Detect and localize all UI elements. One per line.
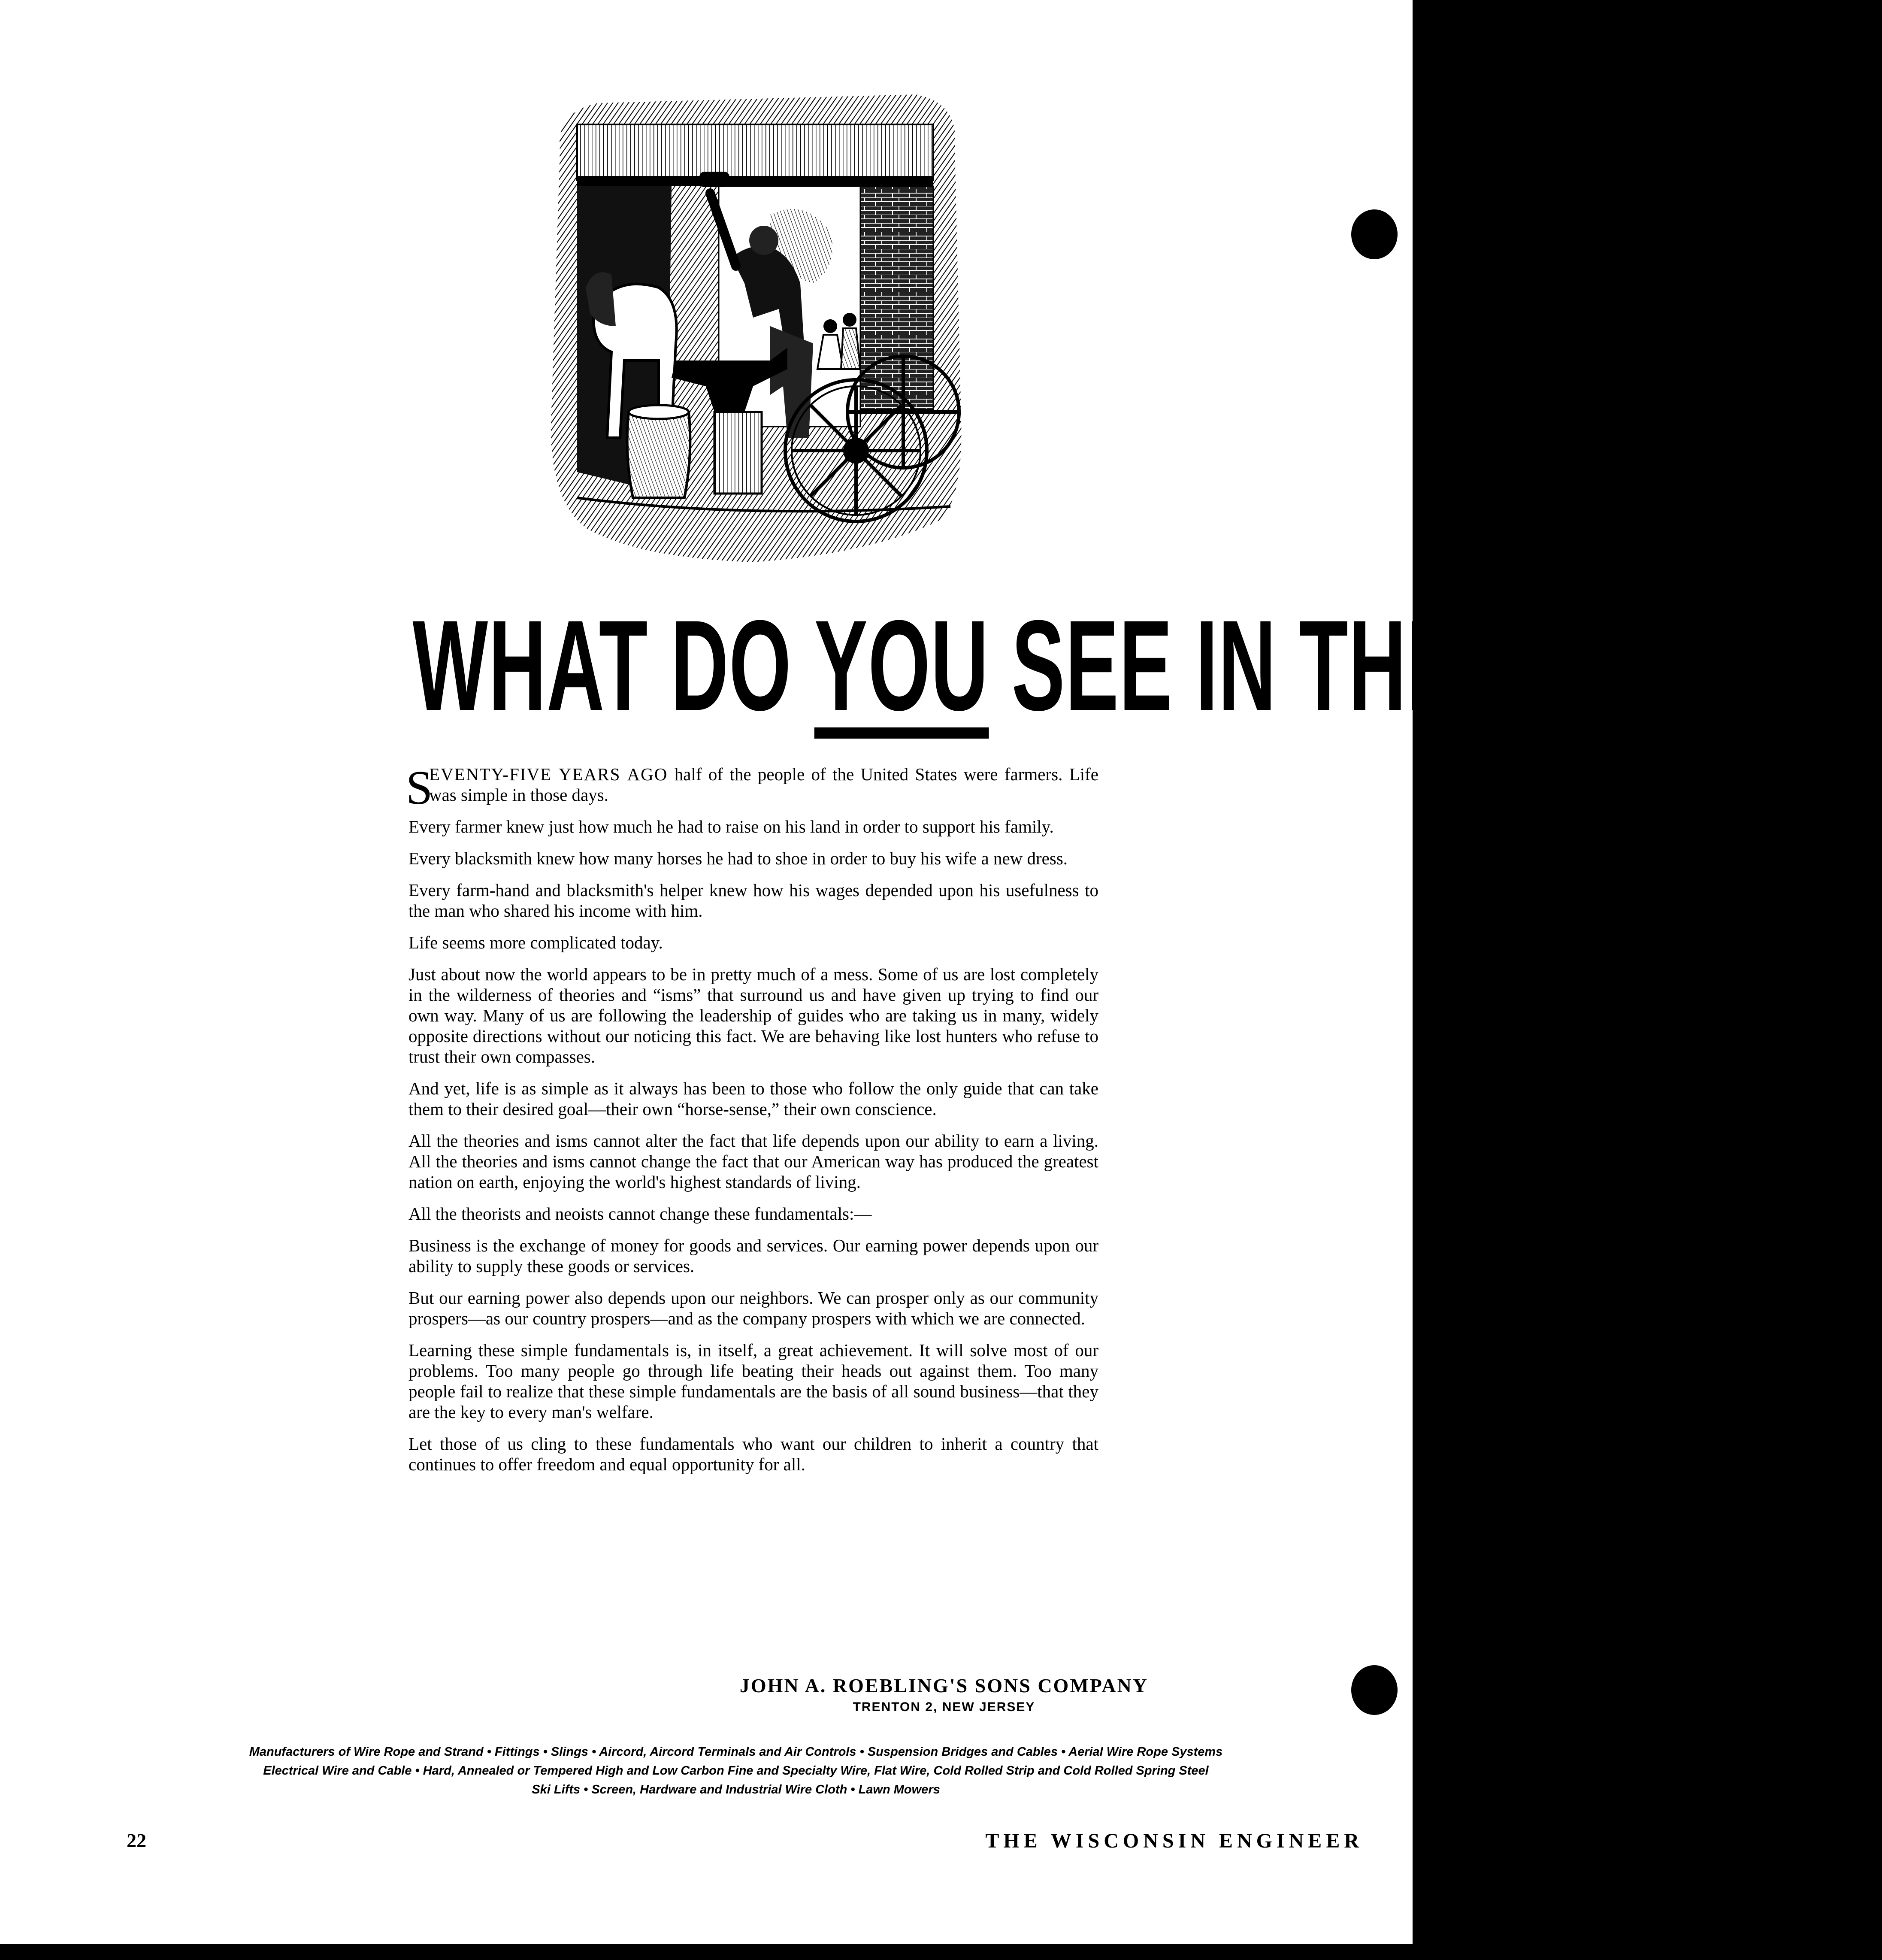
paragraph: Let those of us cling to these fundamentals who want our children to inherit a country that continues to offer freedom and equal opportunity for all. <box>408 1434 1098 1474</box>
headline-underlined-word: YOU <box>814 603 989 739</box>
page-number: 22 <box>127 1830 146 1851</box>
drop-cap: S <box>406 761 433 815</box>
product-list <box>129 1742 1343 1799</box>
headline-part-1: WHAT DO <box>412 593 814 737</box>
blacksmith-illustration <box>530 86 985 579</box>
headline <box>412 593 1882 737</box>
paragraph: Life seems more complicated today. <box>408 933 663 952</box>
magazine-title: THE WISCONSIN ENGINEER <box>985 1830 1363 1852</box>
binder-hole-bottom <box>1351 1665 1398 1715</box>
paragraph: Every blacksmith knew how many horses he had to shoe in order to buy his wife a new dress. <box>408 848 1068 868</box>
product-line: Ski Lifts • Screen, Hardware and Industrial Wire Cloth • Lawn Mowers <box>532 1783 940 1796</box>
product-line: Manufacturers of Wire Rope and Strand • Fittings • Slings • Aircord, Aircord Terminals and Air Controls • Suspension Bridges and Cables • Aerial Wire Rope Systems <box>249 1745 1223 1759</box>
opening-paragraph <box>406 761 1098 815</box>
company-name: JOHN A. ROEBLING'S SONS COMPANY <box>739 1675 1149 1696</box>
paragraph: All the theories and isms cannot alter the fact that life depends upon our ability to earn a living. All the theories and isms cannot change the fact that our American way has produced the greatest nation on earth, enjoying the world's highest standards of living. <box>408 1131 1098 1192</box>
paragraph: Every farmer knew just how much he had to raise on his land in order to support his family. <box>408 817 1054 836</box>
opening-text: half of the people of the United States were farmers. Life was simple in those days. <box>429 764 1098 805</box>
paragraph: Just about now the world appears to be in pretty much of a mess. Some of us are lost completely in the wilderness of theories and “isms” that surround us and have given up trying to find our own way. Many of us are following the leadership of guides who are taking us in many, widely opposite directions without our noticing this fact. We are behaving like lost hunters who refuse to trust their own compasses. <box>408 964 1098 1066</box>
binder-hole-top <box>1351 209 1398 259</box>
company-signature <box>725 1674 1163 1717</box>
opening-caps: EVENTY-FIVE YEARS AGO <box>429 764 668 784</box>
paragraph: All the theorists and neoists cannot change these fundamentals:— <box>408 1204 872 1224</box>
body-copy <box>406 761 1098 1486</box>
paragraph: Learning these simple fundamentals is, in itself, a great achievement. It will solve most of our problems. Too many people go through life beating their heads out against them. Too many people fail to realize that these simple fundamentals are the basis of all sound business—that they are the key to every man's welfare. <box>408 1340 1098 1422</box>
product-line: Electrical Wire and Cable • Hard, Annealed or Tempered High and Low Carbon Fine and Specialty Wire, Flat Wire, Cold Rolled Strip and Cold Rolled Spring Steel <box>263 1764 1209 1778</box>
headline-part-2: SEE IN THE FUTURE ? <box>989 593 1882 737</box>
company-location: TRENTON 2, NEW JERSEY <box>853 1700 1035 1714</box>
paragraph: And yet, life is as simple as it always has been to those who follow the only guide that can take them to their desired goal—their own “horse-sense,” their own conscience. <box>408 1078 1098 1119</box>
paragraph: But our earning power also depends upon our neighbors. We can prosper only as our community prospers—as our country prospers—and as the company prospers with which we are connected. <box>408 1288 1098 1328</box>
paragraph: Every farm-hand and blacksmith's helper knew how his wages depended upon his usefulness to the man who shared his income with him. <box>408 880 1098 921</box>
paragraph: Business is the exchange of money for goods and services. Our earning power depends upon our ability to supply these goods or services. <box>408 1236 1098 1276</box>
